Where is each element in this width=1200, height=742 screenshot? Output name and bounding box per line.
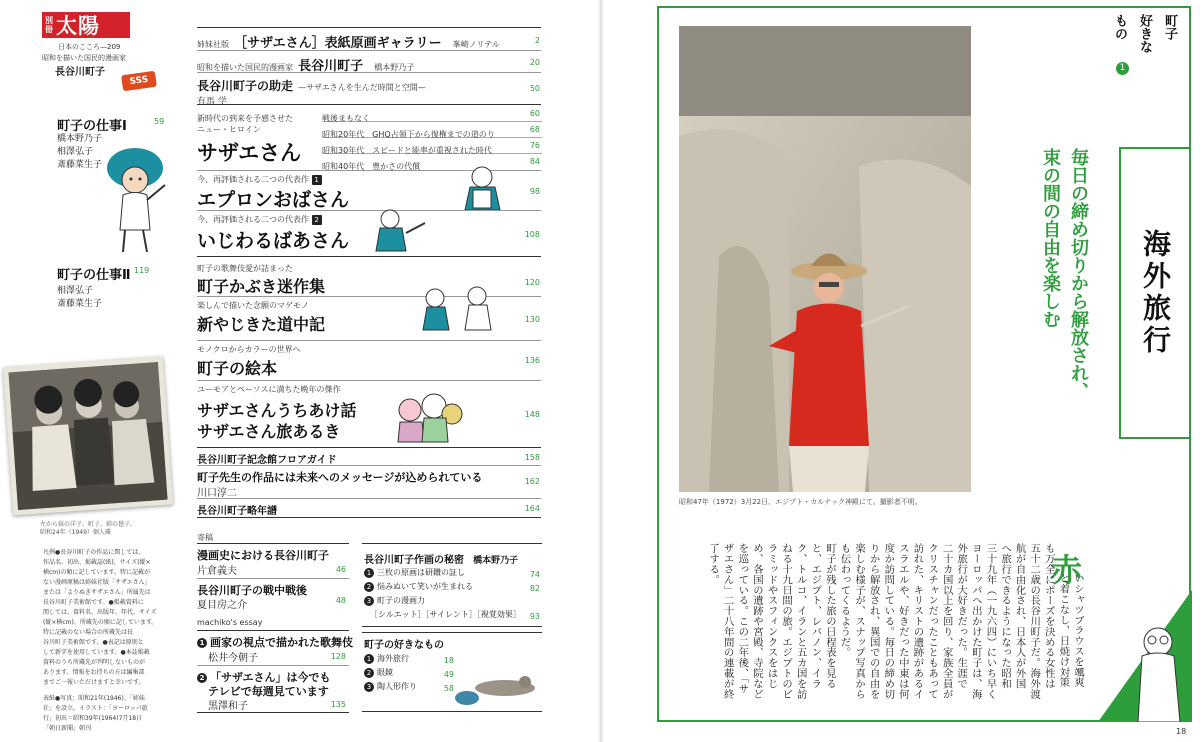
page-number: 58 (443, 684, 454, 693)
page-number-footer: 18 (1176, 727, 1187, 736)
gutter (598, 0, 604, 742)
kiko-label: 寄稿 (197, 533, 213, 542)
travel-photo-image (679, 26, 971, 492)
page-number: 164 (524, 504, 540, 513)
body-line: りから解放され、異国での自由を (867, 543, 880, 699)
number-badge: 3 (364, 596, 374, 606)
person-name: 相澤弘子 (57, 286, 94, 296)
item-label: 海外旅行 (377, 654, 409, 663)
note-line: 社」を設立。イラスト：「ヨーロッパ旅 (43, 705, 148, 712)
yaji-lead: 楽しんで描いた念願のマゲモノ (197, 301, 309, 310)
essay-title[interactable] (197, 634, 353, 650)
body-line: と着こなし、日焼け対策 (1057, 573, 1070, 688)
secret-item[interactable] (364, 594, 540, 608)
page-number: 93 (529, 612, 540, 621)
divider (197, 447, 541, 448)
body-line: 楽しむ様子が、スナップ写真から (853, 543, 866, 699)
essay-label: machiko's essay (197, 618, 263, 627)
number-badge: 2 (364, 668, 374, 678)
essay-title-line2: テレビで毎週見ています (208, 685, 329, 698)
body-line: を巡っている。この二年後、「サ (736, 543, 749, 694)
number-badge: 3 (364, 682, 374, 692)
body-line: も万全にポーズを決める女性は (1042, 543, 1055, 689)
item-label: 陶人形作り (377, 682, 417, 691)
note-line: 作品名、初出、掲載誌(紙)、サイズ(縦× (43, 559, 151, 566)
message-author: 川口淳二 (197, 488, 237, 499)
page-number: 18 (443, 656, 454, 665)
page-number: 74 (529, 570, 540, 579)
series-label-col: 町子 (1162, 14, 1177, 40)
body-line: ヨーロッパへ出かけた町子は、海 (969, 543, 982, 699)
note-line: 長谷川町子美術館です。●掲載資料に (43, 599, 144, 606)
page-number: 46 (335, 565, 346, 574)
divider (197, 465, 541, 466)
note-line: (縦×横cm)、所蔵先の順に記しています。 (43, 619, 158, 626)
sazae-title[interactable]: サザエさん (197, 141, 302, 165)
section1-page: 59 (154, 117, 165, 126)
headline-line: 毎日の締め切りから解放され、 (1068, 148, 1089, 400)
series-line: 日本のこころ—209 (58, 43, 121, 51)
note-line: までご一報いただけますと幸いです。 (43, 679, 145, 686)
page-number: 82 (529, 584, 540, 593)
toc-author: 橋本野乃子 (374, 63, 415, 72)
body-line: 航が自由化され、日本人が外国 (1013, 543, 1026, 689)
article-title: 海外旅行 (1139, 229, 1172, 357)
note-line: 表紙●写真：昭和21年(1946)、「姉妹 (43, 695, 145, 702)
body-line: いシャツブラウスを颯爽 (1072, 573, 1084, 688)
kiko-author: 夏目房之介 (197, 600, 247, 611)
number-badge: 1 (364, 568, 374, 578)
ijiwaru-illustration (370, 205, 430, 255)
item-label: 悩みぬいて笑いが生まれる (377, 582, 473, 591)
divider (197, 578, 349, 579)
kiko-title[interactable]: 長谷川町子の戦中戦後 (197, 584, 307, 597)
note-line: 関しては、資料名、出版年、年代、サイズ (43, 609, 157, 616)
note-line: 「朝日新聞」朝刊 (43, 725, 92, 732)
item-label: 町子の漫画力 (377, 596, 425, 605)
subitem-label: 戦後まもなく (322, 114, 370, 123)
ehon-lead: モノクロからカラーの世界へ (197, 345, 301, 354)
person-name: 橋本野乃子 (57, 134, 103, 144)
toc-author: 峯崎ノリテル (452, 40, 500, 49)
divider (197, 72, 541, 73)
number-badge: 1 (364, 654, 374, 664)
kiko-author: 片倉義夫 (197, 566, 237, 577)
toc-title: 長谷川町子の助走 (197, 79, 294, 93)
body-line: 訪れた、キリストの遺跡があるイ (911, 543, 924, 699)
number-badge: 1 (197, 638, 207, 648)
toc-subitem[interactable] (322, 138, 542, 154)
number-badge: 2 (312, 215, 322, 225)
ijiwaru-title[interactable]: いじわるばあさん (197, 230, 350, 252)
secret-item[interactable] (364, 608, 540, 622)
page-number: 120 (524, 278, 540, 287)
note-line: ない漫画原稿は姉妹社版「サザエさん」 (43, 579, 151, 586)
yaji-title[interactable]: 新やじきた道中記 (197, 315, 326, 334)
sazae-lead2: ニュー・ヒロイン (197, 125, 261, 134)
section2-title: 町子の仕事Ⅱ (57, 268, 131, 283)
body-line: へ旅行できるようになった昭和 (999, 543, 1012, 689)
essay-author: 黒澤和子 (208, 701, 248, 712)
body-line: クリスチャンだったこともあって (926, 543, 939, 699)
item-label: ［シルエット］［サイレント］［視覚効果］ (370, 610, 521, 619)
page-number: 68 (529, 125, 540, 134)
sazae-items (322, 106, 542, 170)
photo-caption: 昭和24年（1949）個人蔵 (40, 529, 111, 536)
page-number: 135 (330, 700, 346, 709)
note-line: して新字を使用しています。●本誌掲載 (43, 649, 150, 656)
photo-caption: 昭和47年（1972）3月22日、エジプト・カルナック神殿にて。撮影者不明。 (679, 498, 922, 506)
ceramic-doll-illustration (445, 668, 540, 708)
page-number: 50 (529, 84, 540, 93)
number-badge: 2 (364, 582, 374, 592)
legend-notes (43, 548, 183, 688)
page-number: 148 (524, 410, 540, 419)
green-triangle-deco (1098, 590, 1192, 722)
essay-author: 松井今朝子 (208, 653, 258, 664)
cover-notes (43, 694, 183, 734)
secret-item[interactable] (364, 566, 540, 580)
subitem-label: 昭和20年代 GHQ占領下から復権までの道のり (322, 130, 495, 139)
epron-title[interactable]: エプロンおばさん (197, 189, 350, 211)
bessatsu-taiyo-logo (42, 12, 130, 38)
uchiake-illustration (392, 390, 467, 445)
series-number-badge: 1 (1116, 62, 1129, 75)
toc-subitem[interactable] (322, 122, 542, 138)
subitem-label: 昭和30年代 スピードと能率が重視された時代 (322, 146, 492, 155)
note-line: 資料のうち所蔵先が判明しないものが (43, 659, 146, 666)
note-line: または「よりぬきサザエさん」所属先は (43, 589, 151, 596)
page-number: 108 (524, 230, 540, 239)
divider (197, 665, 349, 666)
divider (197, 256, 541, 257)
note-line: 行」初出＝昭和39年(1964)7月18日 (43, 715, 143, 722)
page-number: 49 (443, 670, 454, 679)
toc-subitem[interactable] (322, 106, 542, 122)
sss-sign: SSS (121, 71, 157, 92)
number-badge: 2 (197, 673, 207, 683)
series-label-text: もの (1112, 14, 1127, 40)
favorites-items (364, 652, 454, 694)
kabuki-lead: 町子の歌舞伎愛が詰まった (197, 264, 293, 273)
page-number: 20 (529, 58, 540, 67)
body-line: 度か訪問している。毎日の締め切 (882, 543, 895, 699)
secret-header[interactable] (364, 548, 518, 567)
lead-text: 今、再評価される二つの代表作 (197, 215, 309, 224)
number-badge: 1 (312, 175, 322, 185)
article-body (685, 543, 1085, 715)
page-number: 136 (524, 356, 540, 365)
page-number: 130 (524, 315, 540, 324)
toc-subtitle: —サザエさんを生んだ時間と空間— (298, 83, 426, 92)
sazae-lead: 新時代の到来を予感させた (197, 114, 293, 123)
page-number: 84 (529, 157, 540, 166)
page-number: 158 (524, 453, 540, 462)
divider (197, 104, 541, 105)
body-line: 町子が残した旅の日程表を見る (823, 543, 836, 689)
secret-items (364, 566, 540, 622)
toc-title: ［サザエさん］表紙原画ギャラリー (234, 36, 442, 51)
section1-title: 町子の仕事Ⅰ (57, 119, 127, 134)
sazae-illustration (95, 140, 180, 255)
subtitle-main: 長谷川町子 (55, 67, 105, 78)
divider (197, 630, 349, 631)
section2-people (57, 285, 102, 311)
secret-author: 橋本野乃子 (473, 556, 519, 566)
essay-title-text: 画家の視点で描かれた歌舞伎 (210, 636, 353, 649)
person-name: 斎藤菜生子 (57, 299, 103, 309)
initial-letter: 赤 (1050, 551, 1083, 589)
note-line: 横cm)の順に記しています。特に記載が (43, 569, 151, 576)
page-number: 128 (330, 652, 346, 661)
favorite-item[interactable] (364, 680, 454, 694)
favorite-item[interactable] (364, 652, 454, 666)
divider (197, 50, 541, 51)
toc-prefix: 姉妹社版 (197, 40, 229, 49)
toc-gallery[interactable] (197, 32, 541, 51)
photo-caption: 左から妹の洋子、町子、姉の毬子。 (40, 521, 137, 528)
body-line: 五十二歳の長谷川町子だ。海外渡 (1028, 543, 1041, 699)
epron-illustration (455, 162, 510, 212)
person-name: 斎藤菜生子 (57, 160, 103, 170)
divider (197, 210, 541, 211)
person-name: 相澤弘子 (57, 147, 94, 157)
body-line: ラミッドやスフィンクスをはじ (765, 543, 778, 689)
uchiake-title1[interactable]: サザエさんうちあけ話 (197, 401, 357, 420)
divider (197, 380, 541, 381)
subitem-label: 昭和40年代 豊かさの代償 (322, 162, 421, 171)
favorite-item[interactable] (364, 666, 454, 680)
kiko-title[interactable]: 漫画史における長谷川町子 (197, 549, 329, 562)
body-line: ねる十九日間の旅。エジプトのピ (780, 543, 793, 699)
subtitle-small: 昭和を描いた国民的漫画家 (42, 54, 126, 62)
divider (197, 27, 541, 28)
series-label-col (1110, 14, 1129, 53)
article-headline (1036, 148, 1092, 408)
note-line: 特に記載のない場合の所蔵先は長 (43, 629, 134, 636)
body-line: スラエルや、好きだった中東は何 (896, 543, 909, 699)
note-line: 凡例●長谷川町子の作品に関しては、 (43, 549, 145, 556)
body-line: 二十カ国以上を回り、家族全員が (940, 543, 953, 699)
divider (197, 712, 349, 713)
page-number: 98 (529, 187, 540, 196)
divider (197, 340, 541, 341)
message-title[interactable]: 町子先生の作品には未来へのメッセージが込められている (197, 471, 483, 484)
note-line: あります。情報をお持ちの方は編集部 (43, 669, 145, 676)
uchiake-title2[interactable]: サザエさん旅あるき (197, 422, 341, 441)
page-number: 48 (335, 596, 346, 605)
uchiake-lead: ユーモアとペーソスに満ちた晩年の傑作 (197, 385, 341, 394)
page-number: 76 (529, 141, 540, 150)
body-line: も伝わってくるようだ。 (838, 543, 851, 658)
essay-title-text: 「サザエさん」は今でも (210, 671, 331, 684)
travel-photo (679, 26, 971, 492)
lead-text: 今、再評価される二つの代表作 (197, 175, 309, 184)
body-line: め、各国の遺跡や宮殿、寺院など (750, 543, 763, 699)
toc-title: 長谷川町子 (298, 59, 364, 74)
divider (197, 517, 541, 518)
logo-taiyo: 太陽 (56, 14, 100, 38)
divider (197, 498, 541, 499)
toc-josou[interactable] (197, 75, 527, 107)
body-line: 三十九年（一九六四）にいち早く (984, 543, 997, 699)
favorites-title: 町子の好きなもの (364, 640, 444, 651)
kabuki-title[interactable]: 町子かぶき迷作集 (197, 277, 326, 296)
sisters-photo (3, 357, 173, 516)
ehon-title[interactable]: 町子の絵本 (197, 359, 278, 378)
headline-line: 束の間の自由を楽しむ (1040, 148, 1061, 328)
series-label-col: 好きな (1137, 14, 1152, 53)
logo-bekkan: 別冊 (45, 16, 53, 34)
body-line: ザエさん」二十八年間の連載が終 (721, 543, 734, 699)
sisters-photo-image (8, 362, 167, 510)
page-number: 162 (524, 477, 540, 486)
chronology-title[interactable]: 長谷川町子略年譜 (197, 506, 277, 517)
secret-item[interactable] (364, 580, 540, 594)
page-number: 60 (529, 109, 540, 118)
series-label (1110, 14, 1179, 53)
ijiwaru-lead (197, 214, 325, 225)
title-box (1119, 147, 1189, 439)
body-line: ク、トルコ、イランと五カ国を訪 (794, 543, 807, 699)
epron-lead (197, 174, 325, 185)
floor-title[interactable]: 長谷川町子記念館フロアガイド (197, 455, 337, 466)
section2-page: 119 (134, 266, 150, 275)
secret-title: 長谷川町子作画の秘密 (364, 555, 464, 566)
toc-prefix: 昭和を描いた国民的漫画家 (197, 63, 293, 72)
item-label: 三枚の原画は研鑽の証し (377, 568, 465, 577)
body-line: 外旅行が大好きだった。生涯で (955, 543, 968, 689)
divider (197, 543, 349, 544)
toc-author: 有馬 学 (197, 97, 227, 107)
page-number: 2 (534, 36, 540, 45)
yaji-illustration (415, 282, 505, 340)
item-label: 眼鏡 (377, 668, 393, 677)
body-line: 了する。 (707, 543, 720, 585)
body-line: と、エジプト、レバノン、イラ (809, 543, 822, 689)
note-line: 谷川町子美術館です。●表記は原則と (43, 639, 144, 646)
